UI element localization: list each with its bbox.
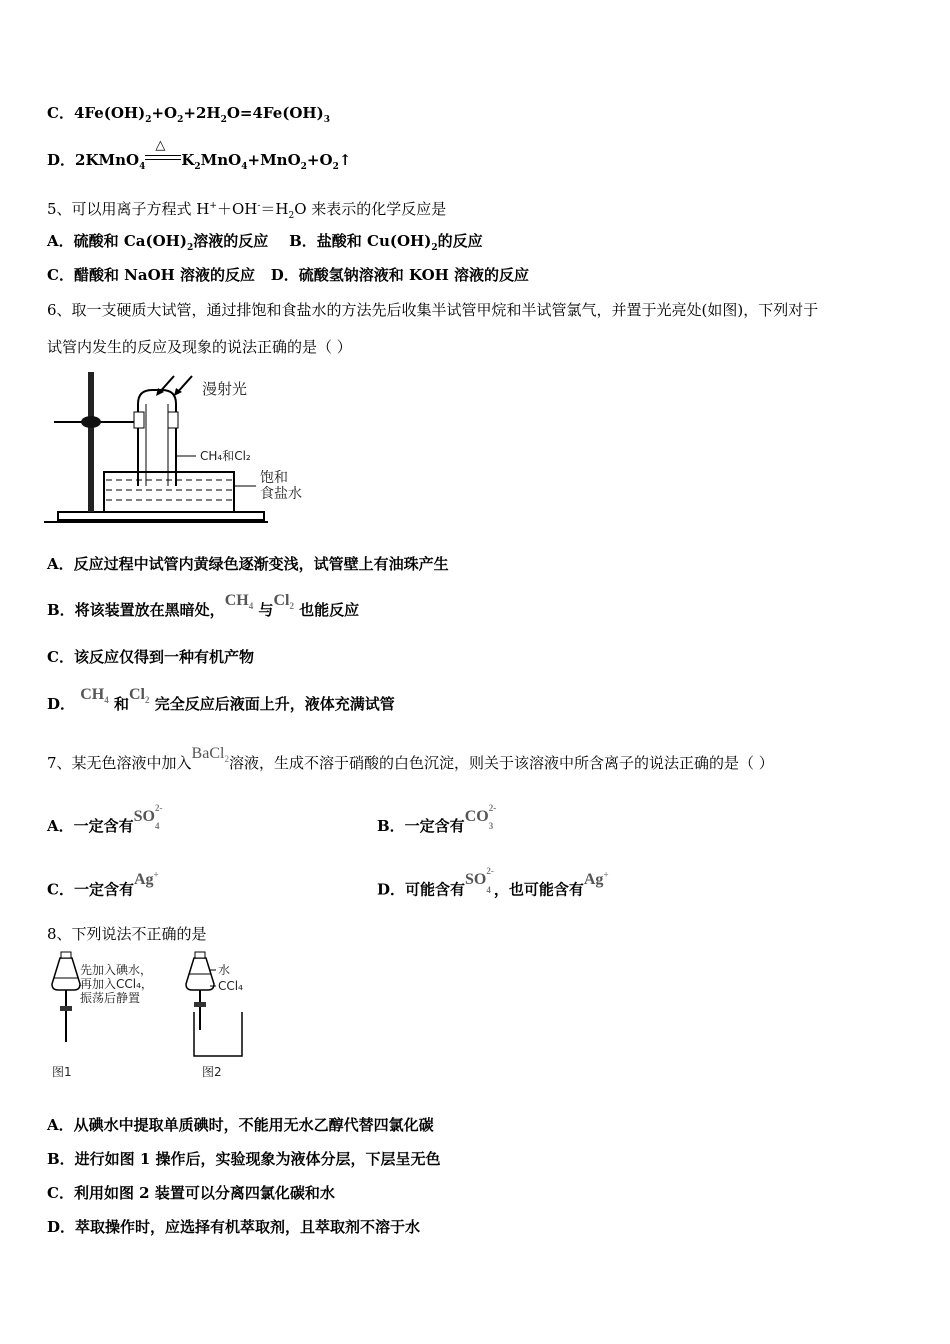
- fig-label-gas: CH₄和Cl₂: [200, 449, 251, 463]
- fig-label-liquid-2: 食盐水: [260, 486, 302, 502]
- q8-option-c: C．利用如图 2 装置可以分离四氯化碳和水: [47, 1184, 335, 1202]
- q7-stem: 7、某无色溶液中加入BaCl$_2$溶液，生成不溶于硝酸的白色沉淀，则关于该溶液中所含离子的说法正确的是（ ）: [47, 745, 774, 772]
- q6-stem-line2: 试管内发生的反应及现象的说法正确的是（ ）: [47, 338, 352, 356]
- q4-option-c: C．$4Fe(OH)_2+O_2+2H_2O=4Fe(OH)_3$: [47, 104, 330, 125]
- q6-stem-line1: 6、取一支硬质大试管，通过排饱和食盐水的方法先后收集半试管甲烷和半试管氯气，并置于光亮处(如图)，下列对于: [47, 301, 819, 319]
- q8-option-d: D．萃取操作时，应选择有机萃取剂，且萃取剂不溶于水: [47, 1218, 421, 1236]
- q7-option-a: A．一定含有$SO^{2-}$ $_4$: [47, 803, 163, 835]
- q6-option-b: B．将该装置放在黑暗处，$CH_4$ 与$Cl_2$ 也能反应: [47, 592, 360, 619]
- fig1-text-2: 再加入CCl₄，: [80, 977, 153, 991]
- q6-option-d: D． $CH_4$ 和$Cl_2$ 完全反应后液面上升，液体充满试管: [47, 686, 395, 713]
- q6-option-c: C．该反应仅得到一种有机产物: [47, 648, 254, 666]
- q7-option-d: D．可能含有$SO^{2-}$ $_4$ ，也可能含有Ag+: [377, 866, 609, 899]
- q4-option-d: D．2KMnO$_4$ △ $K_2MnO_4+MnO_2+O_2↑$: [47, 138, 352, 172]
- fig2-text-ccl4: CCl₄: [218, 979, 243, 993]
- fig1-text-3: 振荡后静置: [80, 991, 141, 1005]
- q8-figures: [44, 950, 264, 1085]
- q8-option-a: A．从碘水中提取单质碘时，不能用无水乙醇代替四氯化碳: [47, 1116, 434, 1134]
- fig-label-light: 漫射光: [202, 380, 248, 398]
- fig1-text-1: 先加入碘水，: [80, 963, 153, 977]
- q5-options-ab: A．硫酸和 $Ca(OH)_2$溶液的反应 B．盐酸和 $Cu(OH)_2$的反应: [47, 232, 483, 253]
- fig2-caption: 图2: [202, 1065, 222, 1079]
- fig-label-liquid-1: 饱和: [260, 470, 288, 486]
- q5-options-cd: C．醋酸和 NaOH 溶液的反应 D．硫酸氢钠溶液和 KOH 溶液的反应: [47, 266, 530, 284]
- heat-condition-sign: △: [145, 150, 181, 170]
- q7-option-c: C．一定含有Ag+: [47, 870, 159, 899]
- fig2-text-water: 水: [218, 963, 231, 977]
- q5-stem: 5、可以用离子方程式 $H^++OH^-=H_2O$ 来表示的化学反应是: [47, 200, 447, 221]
- q6-apparatus-figure: [44, 368, 344, 528]
- q6-option-a: A．反应过程中试管内黄绿色逐渐变浅，试管壁上有油珠产生: [47, 555, 449, 573]
- fig1-caption: 图1: [52, 1065, 72, 1079]
- q7-option-b: B．一定含有$CO^{2-}$ $_3$: [377, 803, 497, 835]
- q8-option-b: B．进行如图 1 操作后，实验现象为液体分层，下层呈无色: [47, 1150, 441, 1168]
- q8-stem: 8、下列说法不正确的是: [47, 925, 207, 943]
